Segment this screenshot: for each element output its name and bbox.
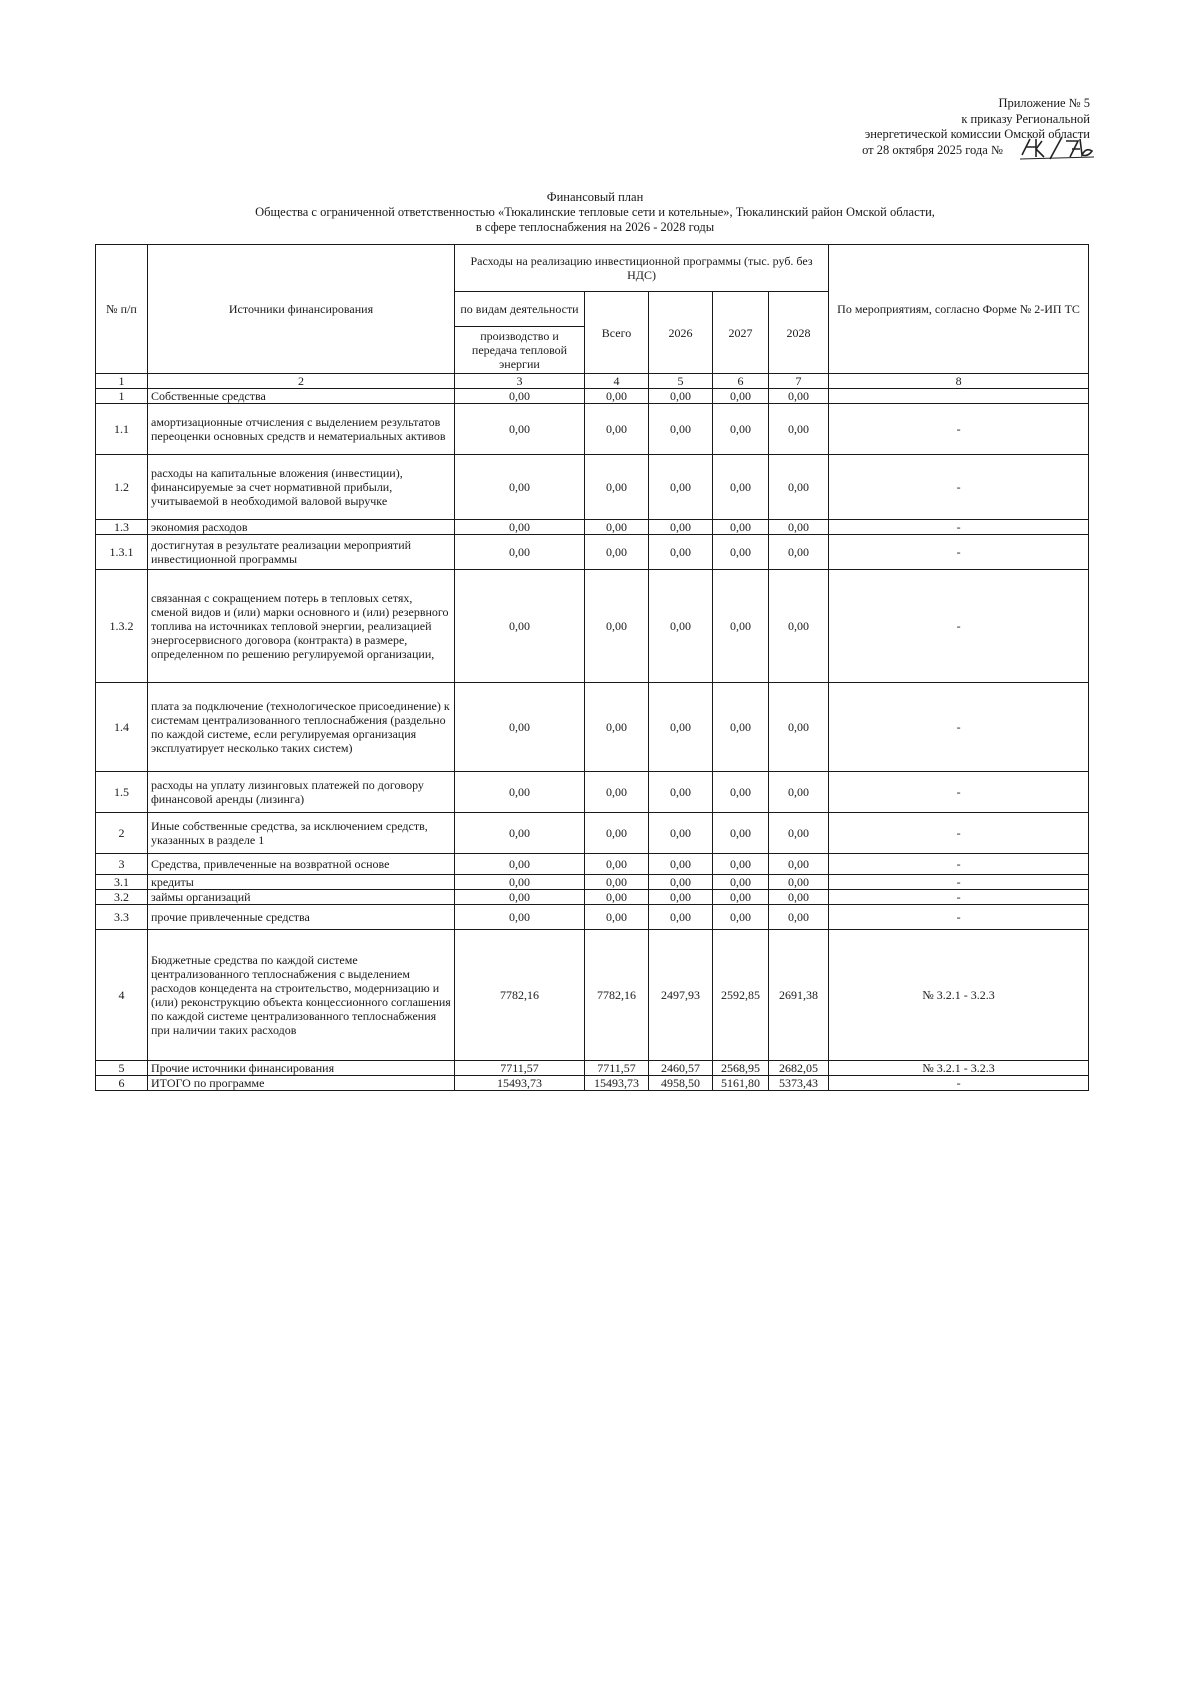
row-source: Средства, привлеченные на возвратной основе: [148, 854, 455, 875]
row-number: 1: [96, 389, 148, 404]
col-index-2: 2: [148, 374, 455, 389]
header-2026: 2026: [649, 292, 713, 374]
row-source: Прочие источники финансирования: [148, 1061, 455, 1076]
row-2027-value: 0,00: [713, 570, 769, 683]
col-index-4: 4: [585, 374, 649, 389]
appendix-line-2: к приказу Региональной: [961, 111, 1090, 126]
row-activity-value: 15493,73: [455, 1076, 585, 1091]
title-line-1: Финансовый план: [546, 190, 644, 204]
table-row: [96, 854, 1089, 875]
appendix-line-3: энергетической комиссии Омской области: [864, 127, 1090, 141]
row-source: связанная с сокращением потерь в тепловых сетях, сменой видов и (или) марки основного и (или) резервного топлива на источниках тепловой энергии, реализацией энергосервисного договора (контракта) в размере, определенном по решению регулируемой организации,: [148, 570, 455, 683]
row-number: 1.1: [96, 404, 148, 455]
row-2027-value: 0,00: [713, 772, 769, 813]
row-total-value: 0,00: [585, 905, 649, 930]
row-2026-value: 0,00: [649, 683, 713, 772]
row-activity-value: 0,00: [455, 905, 585, 930]
row-source: амортизационные отчисления с выделением результатов переоценки основных средств и нематериальных активов: [148, 404, 455, 455]
row-number: 3.1: [96, 875, 148, 890]
row-number: 1.2: [96, 455, 148, 520]
row-2028-value: 0,00: [769, 455, 829, 520]
row-number: 4: [96, 930, 148, 1061]
row-measures: -: [829, 813, 1089, 854]
row-number: 1.5: [96, 772, 148, 813]
row-2026-value: 0,00: [649, 813, 713, 854]
row-2028-value: 0,00: [769, 683, 829, 772]
row-2028-value: 0,00: [769, 520, 829, 535]
header-sources: Источники финансирования: [148, 245, 455, 374]
row-2028-value: 0,00: [769, 875, 829, 890]
row-source: прочие привлеченные средства: [148, 905, 455, 930]
row-activity-value: 0,00: [455, 890, 585, 905]
row-2026-value: 0,00: [649, 455, 713, 520]
col-index-6: 6: [713, 374, 769, 389]
row-measures: -: [829, 520, 1089, 535]
row-2026-value: 0,00: [649, 854, 713, 875]
row-2028-value: 0,00: [769, 813, 829, 854]
table-row: [96, 890, 1089, 905]
row-activity-value: 7782,16: [455, 930, 585, 1061]
table-body: [96, 245, 1089, 1091]
appendix-line-1: Приложение № 5: [998, 96, 1090, 110]
row-number: 5: [96, 1061, 148, 1076]
header-num: № п/п: [96, 245, 148, 374]
row-total-value: 0,00: [585, 389, 649, 404]
table-row: [96, 570, 1089, 683]
row-2027-value: 0,00: [713, 455, 769, 520]
row-source: достигнутая в результате реализации мероприятий инвестиционной программы: [148, 535, 455, 570]
row-total-value: 0,00: [585, 890, 649, 905]
row-total-value: 7711,57: [585, 1061, 649, 1076]
col-index-1: 1: [96, 374, 148, 389]
row-2027-value: 0,00: [713, 854, 769, 875]
row-measures: -: [829, 1076, 1089, 1091]
row-total-value: 0,00: [585, 813, 649, 854]
row-2026-value: 0,00: [649, 905, 713, 930]
col-index-7: 7: [769, 374, 829, 389]
row-2028-value: 0,00: [769, 854, 829, 875]
row-2028-value: 0,00: [769, 535, 829, 570]
row-number: 6: [96, 1076, 148, 1091]
row-source: займы организаций: [148, 890, 455, 905]
col-index-8: 8: [829, 374, 1089, 389]
row-source: расходы на капитальные вложения (инвестиции), финансируемые за счет нормативной прибыли, учитываемой в необходимой валовой выручке: [148, 455, 455, 520]
row-2028-value: 0,00: [769, 772, 829, 813]
table-row: [96, 535, 1089, 570]
row-2027-value: 0,00: [713, 905, 769, 930]
row-total-value: 0,00: [585, 404, 649, 455]
col-index-3: 3: [455, 374, 585, 389]
header-total: Всего: [585, 292, 649, 374]
row-source: Собственные средства: [148, 389, 455, 404]
row-2028-value: 0,00: [769, 389, 829, 404]
row-2026-value: 0,00: [649, 520, 713, 535]
row-number: 1.3: [96, 520, 148, 535]
row-activity-value: 0,00: [455, 813, 585, 854]
header-measures: По мероприятиям, согласно Форме № 2-ИП ТС: [829, 245, 1089, 374]
table-row: [96, 772, 1089, 813]
row-2028-value: 0,00: [769, 570, 829, 683]
row-total-value: 7782,16: [585, 930, 649, 1061]
row-measures: -: [829, 890, 1089, 905]
row-total-value: 0,00: [585, 683, 649, 772]
table-row: [96, 683, 1089, 772]
row-2026-value: 0,00: [649, 890, 713, 905]
col-index-5: 5: [649, 374, 713, 389]
table-row: [96, 930, 1089, 1061]
row-number: 3: [96, 854, 148, 875]
row-2027-value: 0,00: [713, 683, 769, 772]
row-activity-value: 0,00: [455, 404, 585, 455]
financial-plan-table: [95, 244, 1089, 1091]
table-row: [96, 404, 1089, 455]
row-activity-value: 0,00: [455, 520, 585, 535]
row-2026-value: 2497,93: [649, 930, 713, 1061]
row-2026-value: 0,00: [649, 570, 713, 683]
row-measures: -: [829, 683, 1089, 772]
row-measures: -: [829, 875, 1089, 890]
row-total-value: 0,00: [585, 570, 649, 683]
row-number: 2: [96, 813, 148, 854]
row-measures: -: [829, 404, 1089, 455]
row-number: 1.4: [96, 683, 148, 772]
column-index-row: [96, 374, 1089, 389]
table-row: [96, 1061, 1089, 1076]
row-2026-value: 0,00: [649, 389, 713, 404]
row-2027-value: 0,00: [713, 890, 769, 905]
row-activity-value: 0,00: [455, 875, 585, 890]
row-2027-value: 5161,80: [713, 1076, 769, 1091]
document-title: [95, 190, 1095, 235]
table-row: [96, 389, 1089, 404]
row-2026-value: 4958,50: [649, 1076, 713, 1091]
row-activity-value: 0,00: [455, 854, 585, 875]
row-2026-value: 0,00: [649, 875, 713, 890]
row-measures: -: [829, 905, 1089, 930]
table-row: [96, 905, 1089, 930]
row-2026-value: 0,00: [649, 535, 713, 570]
row-measures: № 3.2.1 - 3.2.3: [829, 930, 1089, 1061]
row-2027-value: 0,00: [713, 875, 769, 890]
row-total-value: 0,00: [585, 772, 649, 813]
row-2026-value: 0,00: [649, 404, 713, 455]
row-2027-value: 0,00: [713, 535, 769, 570]
header-activity: производство и передача тепловой энергии: [455, 327, 585, 374]
table-row: [96, 875, 1089, 890]
header-by-activity: по видам деятельности: [455, 292, 585, 327]
row-source: ИТОГО по программе: [148, 1076, 455, 1091]
row-source: Бюджетные средства по каждой системе централизованного теплоснабжения с выделением расходов концедента на строительство, модернизацию и (или) реконструкцию объекта концессионного соглашения по каждой системе централизованного теплоснабжения при наличии таких расходов: [148, 930, 455, 1061]
row-source: расходы на уплату лизинговых платежей по договору финансовой аренды (лизинга): [148, 772, 455, 813]
row-number: 3.2: [96, 890, 148, 905]
table-row: [96, 520, 1089, 535]
row-activity-value: 0,00: [455, 535, 585, 570]
table-row: [96, 1076, 1089, 1091]
table-row: [96, 813, 1089, 854]
row-total-value: 0,00: [585, 535, 649, 570]
row-total-value: 0,00: [585, 854, 649, 875]
row-measures: [829, 389, 1089, 404]
row-2027-value: 0,00: [713, 520, 769, 535]
row-2027-value: 0,00: [713, 813, 769, 854]
title-line-3: в сфере теплоснабжения на 2026 - 2028 годы: [475, 220, 715, 234]
header-2027: 2027: [713, 292, 769, 374]
row-2027-value: 2592,85: [713, 930, 769, 1061]
title-line-2: Общества с ограниченной ответственностью «Тюкалинские тепловые сети и котельные», Тюкалинский район Омской области,: [255, 205, 935, 219]
row-measures: -: [829, 455, 1089, 520]
row-2028-value: 0,00: [769, 404, 829, 455]
row-activity-value: 0,00: [455, 772, 585, 813]
row-measures: -: [829, 854, 1089, 875]
row-number: 3.3: [96, 905, 148, 930]
row-source: экономия расходов: [148, 520, 455, 535]
row-source: кредиты: [148, 875, 455, 890]
row-measures: -: [829, 772, 1089, 813]
header-2028: 2028: [769, 292, 829, 374]
handwritten-order-number: [1016, 135, 1096, 161]
row-activity-value: 0,00: [455, 389, 585, 404]
row-2027-value: 0,00: [713, 404, 769, 455]
header-row-1: [96, 245, 1089, 292]
row-measures: -: [829, 535, 1089, 570]
row-2028-value: 5373,43: [769, 1076, 829, 1091]
row-measures: -: [829, 570, 1089, 683]
row-2028-value: 0,00: [769, 890, 829, 905]
row-total-value: 0,00: [585, 520, 649, 535]
row-2026-value: 2460,57: [649, 1061, 713, 1076]
row-activity-value: 0,00: [455, 683, 585, 772]
row-number: 1.3.1: [96, 535, 148, 570]
row-2027-value: 0,00: [713, 389, 769, 404]
row-2026-value: 0,00: [649, 772, 713, 813]
row-2028-value: 0,00: [769, 905, 829, 930]
row-total-value: 0,00: [585, 875, 649, 890]
table-row: [96, 455, 1089, 520]
row-number: 1.3.2: [96, 570, 148, 683]
appendix-line-4: [862, 143, 1090, 159]
appendix-block: [862, 96, 1090, 158]
row-source: Иные собственные средства, за исключением средств, указанных в разделе 1: [148, 813, 455, 854]
row-2028-value: 2691,38: [769, 930, 829, 1061]
row-activity-value: 0,00: [455, 455, 585, 520]
row-activity-value: 7711,57: [455, 1061, 585, 1076]
row-measures: № 3.2.1 - 3.2.3: [829, 1061, 1089, 1076]
row-total-value: 0,00: [585, 455, 649, 520]
header-expenses: Расходы на реализацию инвестиционной программы (тыс. руб. без НДС): [455, 245, 829, 292]
order-date-text: от 28 октября 2025 года №: [862, 142, 1003, 157]
row-source: плата за подключение (технологическое присоединение) к системам централизованного теплоснабжения (раздельно по каждой системе, если регулируемая организация эксплуатирует несколько таких систем): [148, 683, 455, 772]
row-2028-value: 2682,05: [769, 1061, 829, 1076]
row-total-value: 15493,73: [585, 1076, 649, 1091]
row-activity-value: 0,00: [455, 570, 585, 683]
row-2027-value: 2568,95: [713, 1061, 769, 1076]
